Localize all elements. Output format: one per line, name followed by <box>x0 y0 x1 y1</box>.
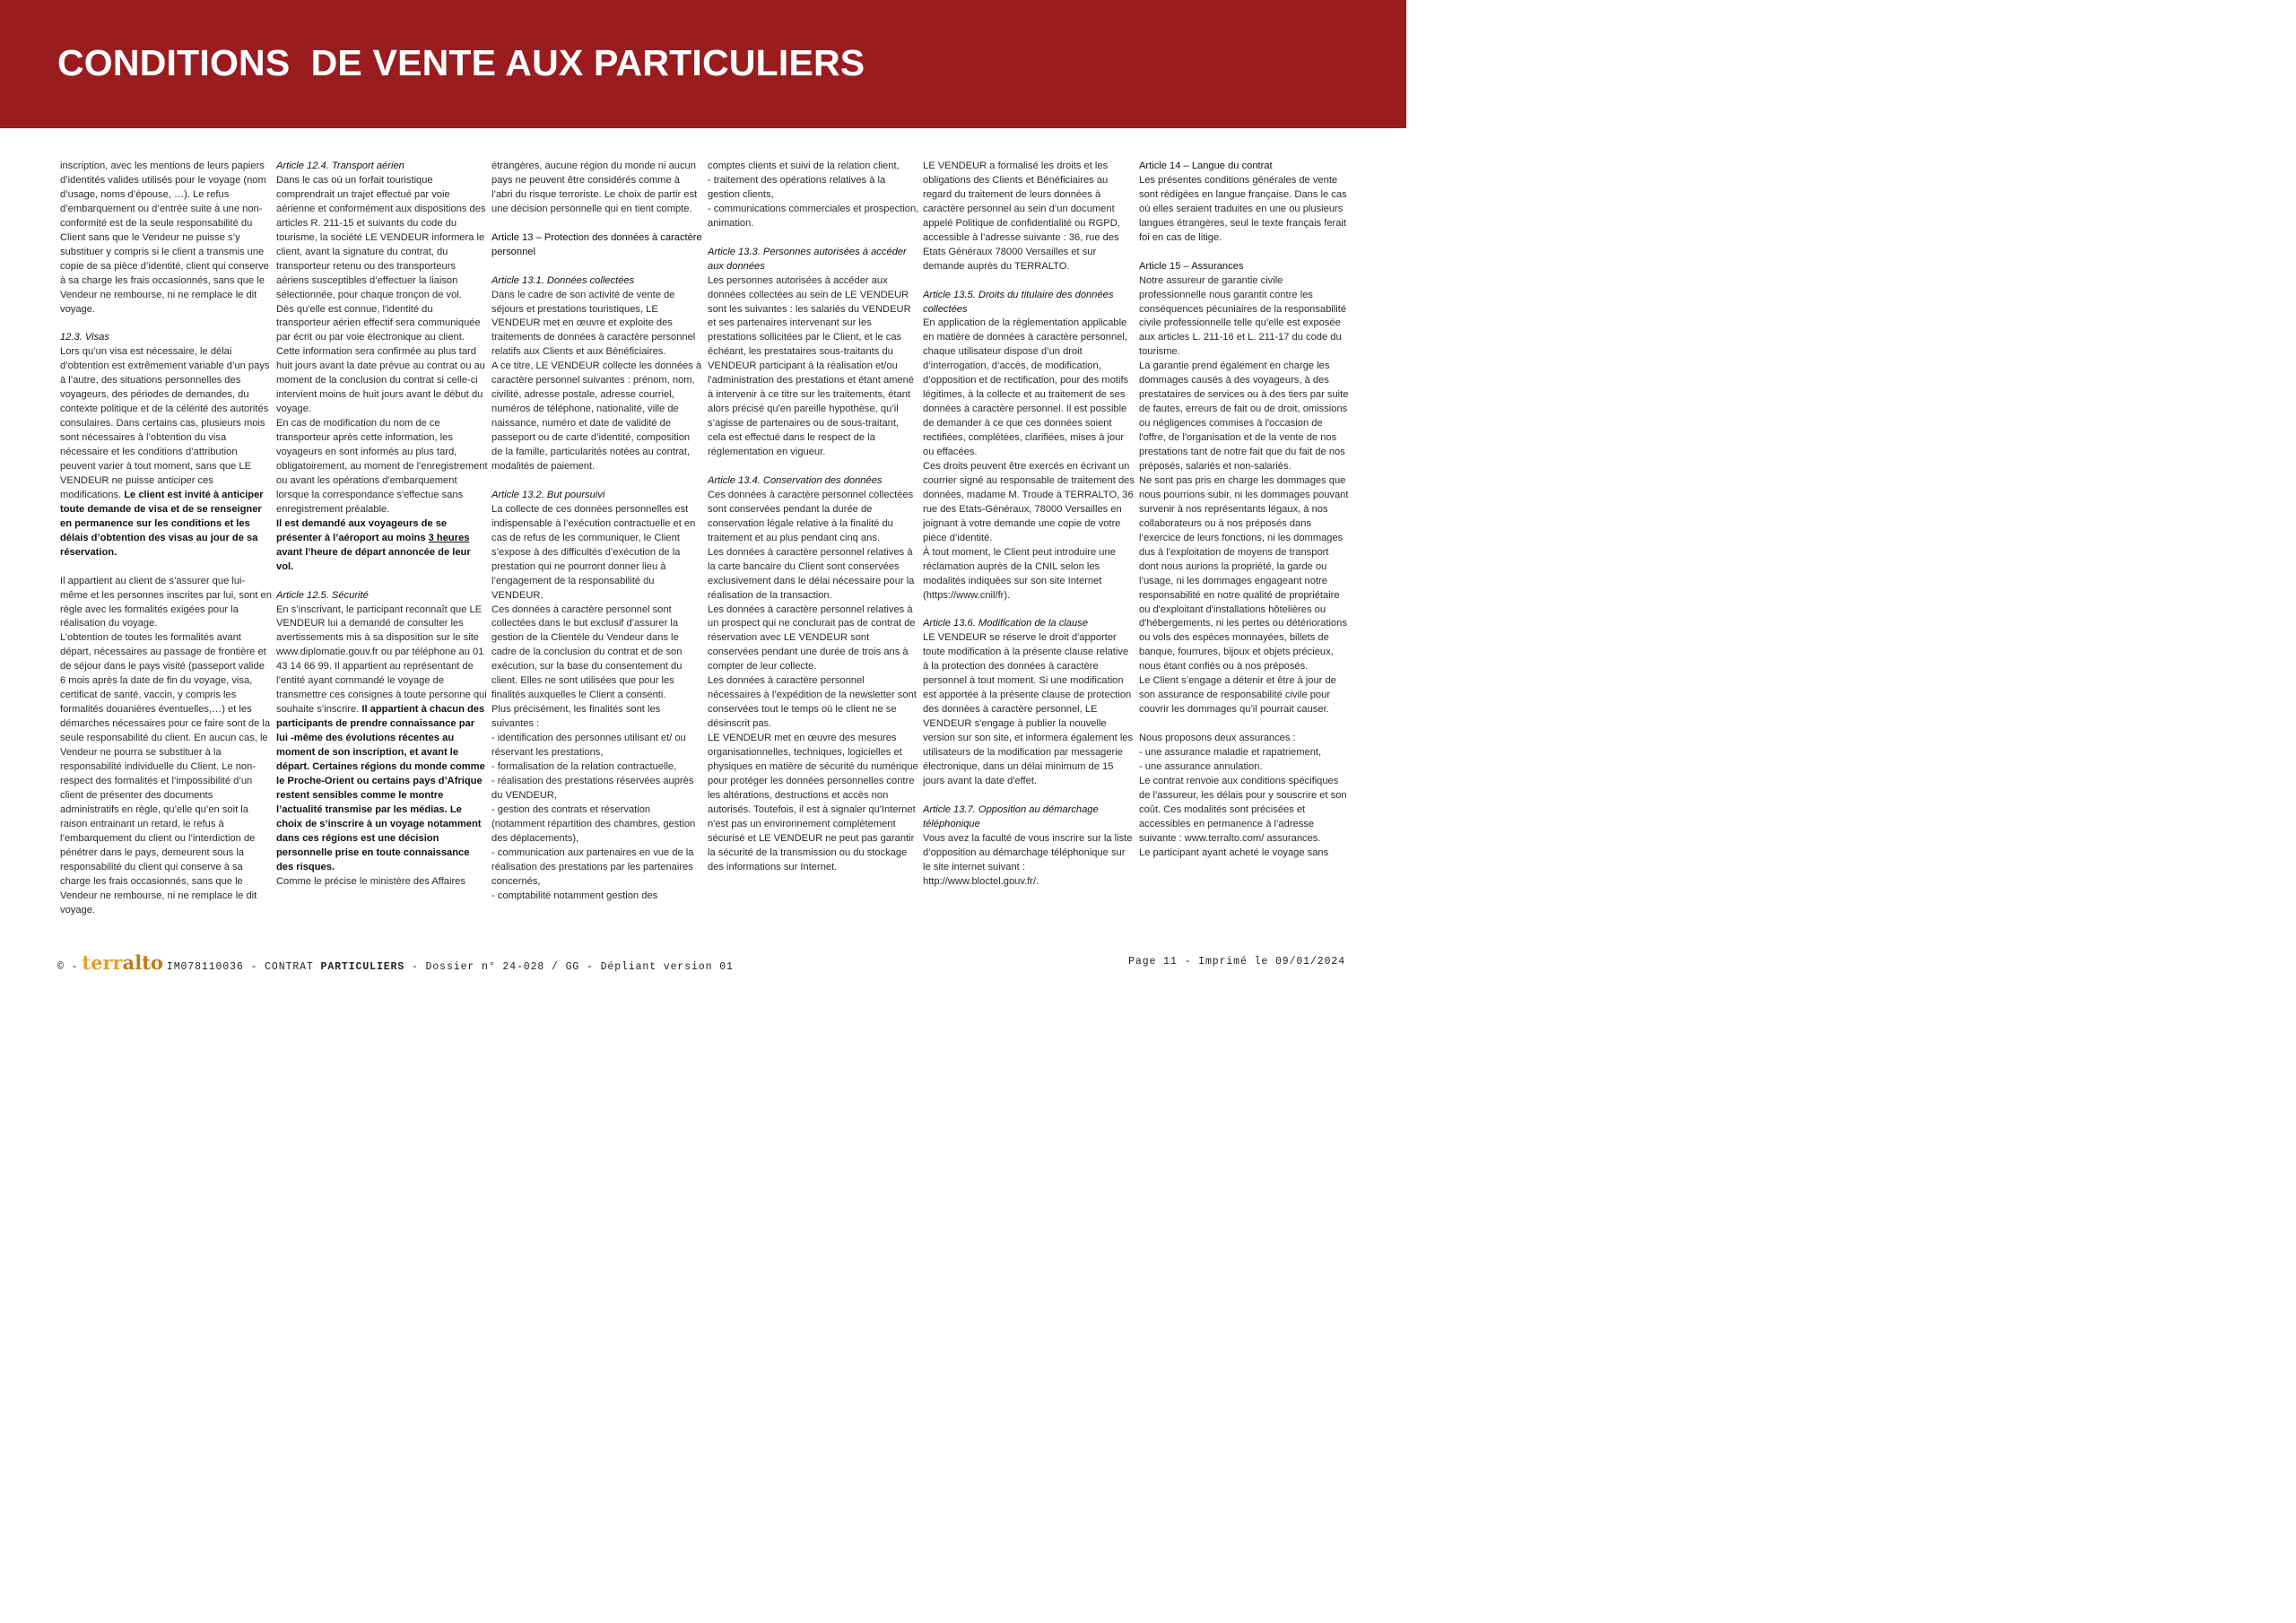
page-header <box>0 0 1406 128</box>
paragraph: Il appartient au client de s’assurer que lui-même et les personnes inscrites par lui, sont en règle avec les formalités exigées pour la réalisation du voyage. <box>60 575 272 629</box>
list-item: - traitement des opérations relatives à la gestion clients, <box>708 174 886 200</box>
paragraph: Le Client s’engage a détenir et être à jour de son assurance de responsabilité civile pour couvrir les dommages qu’il pourrait causer. <box>1139 675 1336 716</box>
list-item: - communication aux partenaires en vue de la réalisation des prestations par les partenaires concernés, <box>491 846 694 887</box>
section-heading-opposition: Article 13.7. Opposition au démarchage téléphonique <box>923 803 1099 829</box>
airport-notice: Il est demandé aux voyageurs de se présenter à l’aéroport au moins 3 heures avant l’heure de départ annoncée de leur vol. <box>276 517 471 572</box>
paragraph: L’obtention de toutes les formalités avant départ, nécessaires au passage de frontière et de séjour dans le pays visité (passeport valide 6 mois après la date de fin du voyage, visa, certificat de santé, vaccin, y compris les formalités douanières éventuelles,…) et les démarches nécessaires pour ce faire sont de la seule responsabilité du client. En aucun cas, le Vendeur ne pourra se substituer à la responsabilité individuelle du Client. Le non-respect des formalités et l’impossibilité d’un client de présenter des documents administratifs en règle, qu’elle qu’en soit la raison entrainant un retard, le refus à l’embarquement du client ou l’interdiction de pénétrer dans le pays, demeurent sous la responsabilité du client qui conserve à sa charge les frais occasionnés, sans que le Vendeur ne rembourse, ni ne remplace le dit voyage. <box>60 632 271 916</box>
terralto-logo: terralto <box>82 951 163 974</box>
paragraph: Dans le cadre de son activité de vente de séjours et prestations touristiques, LE VENDEUR met en œuvre et exploite des traitements de données à caractère personnel relatifs aux Clients et aux Bénéficiaires. <box>491 289 696 358</box>
section-heading-visas: 12.3. Visas <box>60 332 109 343</box>
list-item: - réalisation des prestations réservées auprès du VENDEUR, <box>491 775 694 801</box>
footer-reference <box>57 951 734 973</box>
paragraph: étrangères, aucune région du monde ni aucun pays ne peuvent être considérés comme à l’abri du risque terroriste. Le choix de partir est une décision personnelle qui en tient compte. <box>491 161 698 214</box>
paragraph: Vous avez la faculté de vous inscrire sur la liste d’opposition au démarchage téléphonique sur le site internet suivant : http://www.bloctel.gouv.fr/. <box>923 832 1133 887</box>
list-item: - une assurance maladie et rapatriement, <box>1139 747 1322 759</box>
page-number: Page 11 - Imprimé le 09/01/2024 <box>1128 956 1345 968</box>
emphasis-text: Il appartient à chacun des participants de prendre connaissance par lui -même des évolutions récentes au moment de son inscription, et avant le départ. Certaines régions du monde comme le Proche-Orient ou certains pays d’Afrique restent sensibles comme le montre l’actualité transmise par les médias. Le choix de s’inscrire à un voyage notamment dans ces régions est une décision personnelle prise en toute connaissance des risques. <box>276 704 485 872</box>
paragraph: En cas de modification du nom de ce transporteur après cette information, les voyageurs en sont informés au plus tard, obligatoirement, au moment de l'enregistrement ou avant les opérations d'embarquement lorsque la correspondance s'effectue sans enregistrement préalable. <box>276 418 488 515</box>
text-column-6 <box>1139 160 1351 933</box>
paragraph: LE VENDEUR met en œuvre des mesures organisationnelles, techniques, logicielles et physiques en matière de sécurité du numérique pour protéger les données personnelles contre les altérations, destructions et accès non autorisés. Toutefois, il est à signaler qu'Internet n'est pas un environnement complètement sécurisé et LE VENDEUR ne peut pas garantir la sécurité de la transmission ou du stockage des informations sur Internet. <box>708 733 918 872</box>
paragraph: En application de la règlementation applicable en matière de données à caractère personnel, chaque utilisateur dispose d’un droit d’interrogation, d’accès, de modification, d’opposition et de rectification, pour des motifs légitimes, à la collecte et au traitement de ses données à caractère personnel. Il est possible de demander à ce que ces données soient rectifiées, complétées, clarifiées, mises à jour ou effacées. <box>923 317 1129 458</box>
paragraph: Comme le précise le ministère des Affaires <box>276 875 465 887</box>
paragraph: La garantie prend également en charge les dommages causés à des voyageurs, à des prestataires de services ou à des tiers par suite de fautes, erreurs de fait ou de droit, omissions ou négligences commises à l'occasion de l'offre, de l'organisation et de la vente de nos prestations tant de notre fait que du fait de nos préposés, salariés et non-salariés. <box>1139 360 1349 472</box>
paragraph: En s’inscrivant, le participant reconnaît que LE VENDEUR lui a demandé de consulter les avertissements mis à sa disposition sur le site www.diplomatie.gouv.fr ou par téléphone au 01 43 14 66 99. Il appartient au représentant de l’entité ayant commandé le voyage de transmettre ces consignes à toute personne qui souhaite s’inscrire. Il appartient à chacun des participants de prendre connaissance par lui -même des évolutions récentes au moment de son inscription, et avant le départ. Certaines régions du monde comme le Proche-Orient ou certains pays d’Afrique restent sensibles comme le montre l’actualité transmise par les médias. Le choix de s’inscrire à un voyage notamment dans ces régions est une décision personnelle prise en toute connaissance des risques. <box>276 603 487 872</box>
section-heading-transport: Article 12.4. Transport aérien <box>276 161 404 171</box>
emphasis-text: Le client est invité à anticiper toute demande de visa et de se renseigner en permanence sur les conditions et les délais d’obtention des visas au jour de sa réservation. <box>60 489 264 558</box>
section-heading-donnees-collectees: Article 13.1. Données collectées <box>491 274 635 286</box>
text-column-1 <box>60 160 272 933</box>
reference-suffix: - Dossier n° 24-028 / GG - Dépliant version 01 <box>404 961 734 973</box>
paragraph: Les données à caractère personnel nécessaires à l’expédition de la newsletter sont conservées tout le temps où le client ne se désinscrit pas. <box>708 675 917 730</box>
paragraph: La collecte de ces données personnelles est indispensable à l’exécution contractuelle et en cas de refus de les communiquer, le Client s’expose à des difficultés d’exécution de la prestation qui ne pourront donner lieu à l’engagement de la responsabilité du VENDEUR. <box>491 503 696 601</box>
section-heading-securite: Article 12.5. Sécurité <box>276 589 369 601</box>
reference-bold: PARTICULIERS <box>320 961 405 973</box>
paragraph: comptes clients et suivi de la relation client, <box>708 161 900 171</box>
paragraph: Ces données à caractère personnel sont collectées dans le but exclusif d’assurer la gestion de la Clientèle du Vendeur dans le cadre de la conclusion du contrat et de son exécution, sur la base du consentement du client. Elles ne sont utilisées que pour les finalités auxquelles le Client a consenti. <box>491 603 683 701</box>
paragraph: LE VENDEUR a formalisé les droits et les obligations des Clients et Bénéficiaires au regard du traitement de leurs données à caractère personnel au sein d’un document appelé Politique de confidentialité ou RGPD, accessible à l’adresse suivante : 36, rue des Etats Généraux 78000 Versailles et sur demande auprès du TERRALTO. <box>923 161 1120 272</box>
paragraph: Notre assureur de garantie civile professionnelle nous garantit contre les conséquences pécuniaires de la responsabilité civile professionnelle telle qu’elle est exposée aux articles L. 211-16 et L. 211-17 du code du tourisme. <box>1139 274 1347 358</box>
list-item: - formalisation de la relation contractuelle, <box>491 760 677 772</box>
list-item: - une assurance annulation. <box>1139 761 1263 772</box>
section-heading-modification: Article 13.6. Modification de la clause <box>923 618 1088 629</box>
list-item: - comptabilité notamment gestion des <box>491 890 658 901</box>
paragraph: Dès qu'elle est connue, l'identité du transporteur aérien effectif sera communiquée par écrit ou par voie électronique au client. Cette information sera confirmée au plus tard huit jours avant la date prévue au contrat ou au moment de la conclusion du contrat si celle-ci intervient moins de huit jours avant le début du voyage. <box>276 303 485 415</box>
copyright-text: © - <box>57 961 79 973</box>
section-heading-langue: Article 14 – Langue du contrat <box>1139 161 1273 171</box>
paragraph: Les données à caractère personnel relatives à la carte bancaire du Client sont conservées exclusivement dans le délai nécessaire pour la réalisation de la transaction. <box>708 546 915 601</box>
section-heading-but-poursuivi: Article 13.2. But poursuivi <box>491 489 605 500</box>
paragraph: Ces droits peuvent être exercés en écrivant un courrier signé au responsable de traitement des données, madame M. Troude à TERRALTO, 36 rue des Etats-Généraux, 78000 Versailles en joignant à votre demande une copie de votre pièce d’identité. <box>923 461 1135 543</box>
page-title: CONDITIONS DE VENTE AUX PARTICULIERS <box>57 42 865 83</box>
list-item: - communications commerciales et prospection, animation. <box>708 203 919 229</box>
text-column-5 <box>923 160 1135 933</box>
section-heading-assurances: Article 15 – Assurances <box>1139 260 1244 272</box>
text-column-3 <box>491 160 703 933</box>
section-heading-article-13: Article 13 – Protection des données à caractère personnel <box>491 231 702 257</box>
paragraph: Nous proposons deux assurances : <box>1139 733 1296 744</box>
paragraph: Plus précisément, les finalités sont les suivantes : <box>491 704 661 730</box>
paragraph: Le participant ayant acheté le voyage sans <box>1139 846 1329 858</box>
paragraph: À tout moment, le Client peut introduire une réclamation auprès de la CNIL selon les modalités indiquées sur son site Internet (https://www.cnil/fr). <box>923 546 1116 601</box>
section-heading-personnes-autorisees: Article 13.3. Personnes autorisées à accéder aux données <box>708 246 907 272</box>
paragraph: Le contrat renvoie aux conditions spécifiques de l’assureur, les délais pour y souscrire et son coût. Ces modalités sont précisées et accessibles en permanence à l’adresse suivante : www.terralto.com/ assurances. <box>1139 775 1347 844</box>
paragraph: Les présentes conditions générales de vente sont rédigées en langue française. Dans le cas où elles seraient traduites en une ou plusieurs langues étrangères, seul le texte français ferait foi en cas de litige. <box>1139 174 1347 243</box>
paragraph: Dans le cas où un forfait touristique comprendrait un trajet effectué par voie aérienne et conformément aux dispositions des articles R. 211-15 et suivants du code du tourisme, la société LE VENDEUR informera le client, avant la signature du contrat, du transporteur retenu ou des transporteurs aériens susceptibles d’effectuer la liaison sélectionnée, pour chaque tronçon de vol. <box>276 174 486 300</box>
paragraph: Les personnes autorisées à accéder aux données collectées au sein de LE VENDEUR sont les suivantes : les salariés du VENDEUR et ses partenaires intervenant sur les prestations sollicitées par le Client, et le cas échéant, les prestataires sous-traitants du VENDEUR participant à la réalisation et/ou l'administration des prestations et étant amené à intervenir à ce titre sur les traitements, étant alors précisé qu'en pareille hypothèse, qu’il s’agisse de partenaires ou de sous-traitant, cela est effectué dans le respect de la réglementation en vigueur. <box>708 274 915 458</box>
text-column-2 <box>276 160 488 933</box>
paragraph: Lors qu’un visa est nécessaire, le délai d’obtention est extrêmement variable d’un pays à l’autre, des situations personnelles des voyageurs, des périodes de demandes, du contexte politique et de la célérité des autorités consulaires. Dans certains cas, plusieurs mois sont nécessaires à l’obtention du visa nécessaire et les conditions d’attribution peuvent varier à tout moment, sans que LE VENDEUR ne puisse anticiper ces modifications. Le client est invité à anticiper toute demande de visa et de se renseigner en permanence sur les conditions et les délais d’obtention des visas au jour de sa réservation. <box>60 346 270 558</box>
paragraph: LE VENDEUR se réserve le droit d'apporter toute modification à la présente clause relative à la protection des données à caractère personnel à tout moment. Si une modification est apportée à la présente clause de protection des données à caractère personnel, LE VENDEUR s'engage à publier la nouvelle version sur son site, et informera également les utilisateurs de la modification par messagerie électronique, dans un délai minimum de 15 jours avant la date d'effet. <box>923 632 1134 786</box>
section-heading-conservation: Article 13.4. Conservation des données <box>708 474 883 486</box>
paragraph: Ces données à caractère personnel collectées sont conservées pendant la durée de conservation légale relative à la finalité du traitement et au plus pendant cinq ans. <box>708 489 914 543</box>
section-heading-droits: Article 13.5. Droits du titulaire des données collectées <box>923 289 1114 315</box>
paragraph: Ne sont pas pris en charge les dommages que nous pourrions subir, ni les dommages pouvant survenir à nos représentants légaux, à nos collaborateurs ou à nos préposés dans l’exercice de leurs fonctions, ni les dommages dus à l'exploitation de moyens de transport dont nous aurions la propriété, la garde ou l’usage, ni les dommages engageant notre responsabilité en notre qualité de propriétaire ou d'exploitant d'installations hôtelières ou d'hébergements, ni les pertes ou détériorations ou vols des espèces monnayées, billets de banque, fourrures, bijoux et objets précieux, nous étant confiés ou à nos préposés. <box>1139 474 1349 673</box>
list-item: - identification des personnes utilisant et/ ou réservant les prestations, <box>491 733 686 759</box>
paragraph: Les données à caractère personnel relatives à un prospect qui ne conclurait pas de contrat de réservation avec LE VENDEUR sont conservées pendant une durée de trois ans à compter de leur collecte. <box>708 603 916 673</box>
reference-text: IM078110036 - CONTRAT <box>166 961 321 973</box>
paragraph: inscription, avec les mentions de leurs papiers d’identités valides utilisés pour le voyage (nom d’usage, noms d’épouse, …). Le refus d’embarquement ou d’entrée suite à une non-conformité est de la seule responsabilité du Client sans que le Vendeur ne puisse s’y substituer y compris si le client a transmis une copie de sa pièce d’identité, client qui conserve à sa charge les frais occasionnés, sans que le Vendeur ne rembourse, ni ne remplace le dit voyage. <box>60 161 269 315</box>
text-column-4 <box>708 160 919 933</box>
paragraph: A ce titre, LE VENDEUR collecte les données à caractère personnel suivantes : prénom, nom, civilité, adresse postale, adresse courriel, numéros de téléphone, nationalité, ville de naissance, numéro et date de validité de passeport ou de carte d’identité, composition de la famille, particularités notées au contrat, modalités de paiement. <box>491 360 702 472</box>
list-item: - gestion des contrats et réservation (notamment répartition des chambres, gestion des déplacements), <box>491 803 696 844</box>
